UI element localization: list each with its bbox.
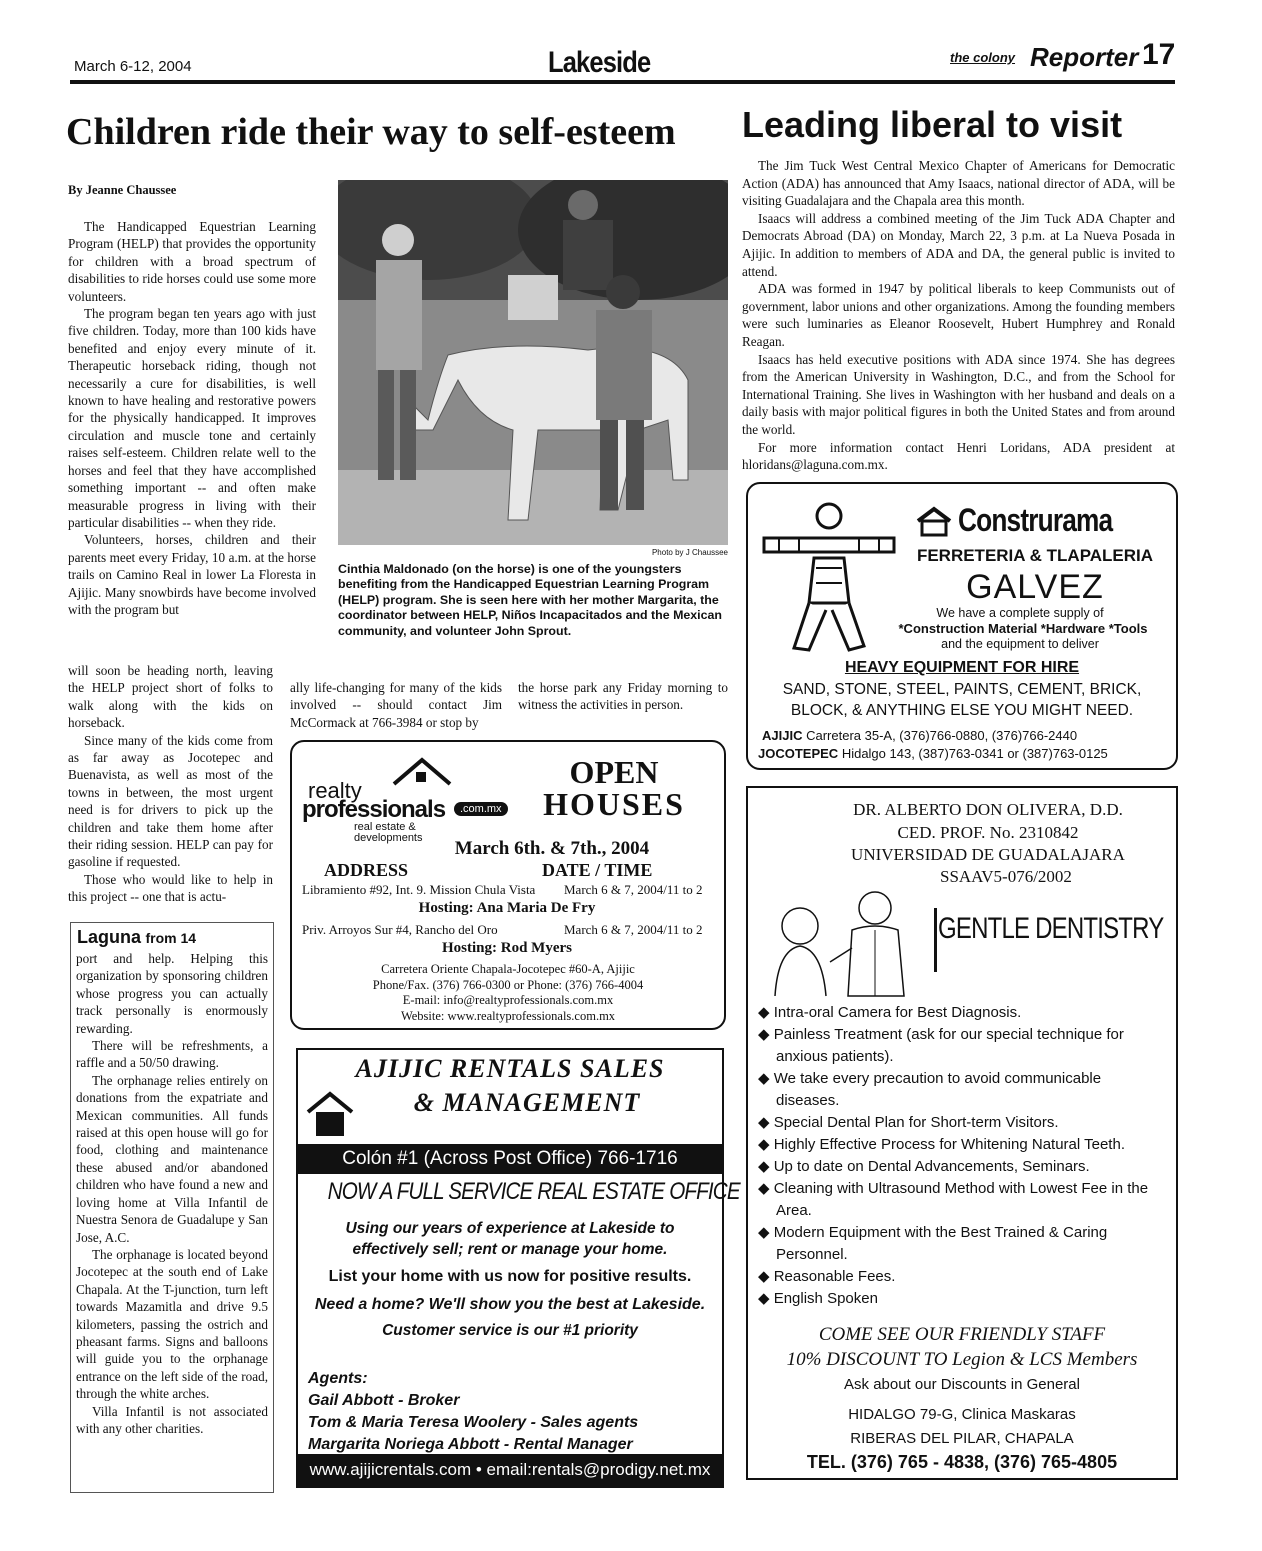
diamond-bullet-icon: ◆	[758, 1224, 774, 1241]
realty-logo-main: professionals	[302, 796, 446, 823]
diamond-bullet-icon: ◆	[758, 1114, 774, 1131]
paragraph: The Jim Tuck West Central Mexico Chapter of Americans for Democratic Action (ADA) has announced that Amy Isaacs, national director of ADA, will be visiting Guadalajara and the Chapala area this month.	[742, 158, 1175, 209]
rentals-title-1: AJIJIC RENTALS SALES	[355, 1054, 665, 1083]
diamond-bullet-icon: ◆	[758, 1070, 774, 1087]
paragraph: There will be refreshments, a raffle and a 50/50 drawing.	[76, 1038, 268, 1071]
agent: Gail Abbott - Broker	[308, 1392, 460, 1409]
listing-address: Priv. Arroyos Sur #4, Rancho del Oro	[302, 922, 498, 937]
heavy-equipment: HEAVY EQUIPMENT FOR HIRE	[844, 659, 1080, 676]
rentals-customer-service: Customer service is our #1 priority	[382, 1322, 638, 1339]
paragraph: Villa Infantil is not associated with any other charities.	[76, 1403, 268, 1436]
come-see-staff: COME SEE OUR FRIENDLY STAFF	[818, 1324, 1106, 1345]
house-logo-icon	[914, 505, 954, 537]
list-item: ◆ Modern Equipment with the Best Trained & Caring Personnel.	[758, 1224, 1108, 1263]
construrama-subtitle: FERRETERIA & TLAPALERIA	[916, 546, 1154, 565]
masthead	[70, 40, 1175, 86]
diamond-bullet-icon: ◆	[758, 1136, 774, 1153]
paragraph: Isaacs has held executive positions with ADA since 1974. She has degrees from the American University in Washington, D.C., and from the School for International Training. She lives in Washington with her husband and deals on a daily basis with major political figures in both the United States and from around the world.	[742, 351, 1175, 437]
open-houses-title	[514, 756, 714, 820]
ajijic-text: Carretera 35-A, (376)766-0880, (376)766-2440	[806, 728, 1078, 743]
diamond-bullet-icon: ◆	[758, 1158, 774, 1175]
article-column-1	[68, 218, 316, 618]
listing-host: Hosting: Ana Maria De Fry	[418, 900, 596, 916]
headline-liberal: Leading liberal to visit	[742, 104, 1123, 145]
construrama-logo	[914, 502, 1146, 539]
photo-caption: Cinthia Maldonado (on the horse) is one of the youngsters benefiting from the Handicapped Equestrian Learning Program (HELP) program. She is seen here with her mother Margarita, the coordinator between HELP, Niños Incapacitados and the Mexican community, and volunteer John Sprout.	[338, 562, 722, 638]
liberal-article-body	[742, 157, 1175, 474]
paper-name: Reporter	[1030, 42, 1139, 72]
realty-logo	[302, 752, 512, 842]
open-word: OPEN	[569, 754, 659, 790]
paragraph: The Handicapped Equestrian Learning Program (HELP) that provides the opportunity for children with a broad spectrum of disabilities to ride horses could use some more volunteers.	[68, 219, 316, 304]
laguna-from: from 14	[145, 930, 197, 946]
list-item: ◆ Special Dental Plan for Short-term Visitors.	[758, 1114, 1059, 1131]
listing-address: Libramiento #92, Int. 9. Mission Chula Vista	[302, 882, 536, 897]
jocotepec-address	[758, 746, 1172, 761]
house-roof-logo-icon	[392, 754, 452, 790]
paragraph: will soon be heading north, leaving the HELP project short of folks to walk along with the kids on horseback.	[68, 663, 273, 731]
article-photo	[338, 180, 728, 545]
laguna-title: Laguna	[77, 927, 142, 947]
diamond-bullet-icon: ◆	[758, 1290, 774, 1307]
agent: Margarita Noriega Abbott - Rental Manager	[308, 1436, 633, 1453]
dentist-ced: CED. PROF. No. 2310842	[897, 823, 1079, 842]
laguna-heading	[71, 923, 273, 950]
list-item: ◆ Highly Effective Process for Whitening Natural Teeth.	[758, 1136, 1125, 1153]
realty-logo-badge: .com.mx	[454, 802, 508, 816]
realty-phone: Phone/Fax. (376) 766-0300 or Phone: (376) 766-4004	[372, 977, 644, 992]
ask-discounts: Ask about our Discounts in General	[844, 1376, 1080, 1393]
list-item: ◆ English Spoken	[758, 1290, 878, 1307]
realty-address: Carretera Oriente Chapala-Jocotepec #60-A, Ajijic	[381, 962, 635, 976]
gentle-dentistry: GENTLE DENTISTRY	[938, 912, 1164, 945]
agents-label: Agents:	[308, 1370, 368, 1387]
materials-line1: SAND, STONE, STEEL, PAINTS, CEMENT, BRICK,	[782, 681, 1142, 698]
byline: By Jeanne Chaussee	[68, 183, 177, 197]
ajijic-address	[762, 728, 1172, 743]
list-item: ◆ Cleaning with Ultrasound Method with Lowest Fee in the Area.	[758, 1180, 1149, 1219]
construrama-name: GALVEZ	[966, 568, 1104, 606]
full-service-office: NOW A FULL SERVICE REAL ESTATE OFFICE	[327, 1178, 740, 1205]
dentist-and-patient-icon	[760, 886, 935, 998]
dentist-university: UNIVERSIDAD DE GUADALAJARA	[851, 845, 1125, 864]
paragraph: For more information contact Henri Loridans, ADA president at hloridans@laguna.com.mx.	[742, 439, 1175, 473]
address-column-header: ADDRESS	[324, 860, 409, 880]
diamond-bullet-icon: ◆	[758, 1026, 774, 1043]
laguna-body	[71, 950, 273, 1437]
materials-line2: BLOCK, & ANYTHING ELSE YOU MIGHT NEED.	[790, 702, 1134, 719]
listing-host: Hosting: Rod Myers	[442, 940, 572, 956]
list-item: ◆ We take every precaution to avoid communicable diseases.	[758, 1070, 1102, 1109]
paragraph: The orphanage is located beyond Jocotepec at the south end of Lake Chapala. At the T-junction, turn left towards Mazamitla and drive 9.5 kilometers, passing the ostrich and pheasant farms. Signs and balloons will guide you to the orphanage entrance on the left side of the road, through the white arches.	[76, 1246, 268, 1402]
paragraph: The program began ten years ago with just five children. Today, more than 100 kids have benefited and enjoy every minute of it. Therapeutic horseback riding, though not necessarily a cure for disabilities, is well known to have healing and restorative powers for the physically handicapped. It improves circulation and muscle tone and certainly raises self-esteem. Children relate well to the horses and feel that they have accomplished something important -- and often make measurable progress in living with their particular disabilities -- when they ride.	[68, 306, 316, 530]
dentist-telephone: TEL. (376) 765 - 4838, (376) 765-4805	[806, 1452, 1118, 1472]
paragraph: The orphanage relies entirely on donations from the expatriate and Mexican communities. All funds raised at this open house will go for food, clothing and maintenance these abused and/or abandoned children who have found a new and loving home at Villa Infantil de Nuestra Senora de Guadalupe y San Jose, A.C.	[76, 1072, 268, 1245]
list-item: ◆ Reasonable Fees.	[758, 1268, 896, 1285]
paragraph: Volunteers, horses, children and their parents meet every Friday, 10 a.m. at the horse trails on Camino Real in lower La Floresta in Ajijic. Many snowbirds have become involved with the program but	[68, 532, 316, 617]
dentist-services-list	[758, 1002, 1166, 1310]
rentals-website-footer: www.ajijicrentals.com • email:rentals@prodigy.net.mx	[298, 1454, 722, 1486]
open-house-dates: March 6th. & 7th., 2004	[454, 838, 650, 859]
paragraph: Those who would like to help in this project -- one that is actu-	[68, 871, 273, 905]
jocotepec-label: JOCOTEPEC	[758, 746, 839, 761]
paragraph: port and help. Helping this organization by sponsoring children whose progress you can actually track personally is enormously rewarding.	[76, 951, 268, 1036]
jocotepec-text: Hidalgo 143, (387)763-0341 or (387)763-0125	[841, 746, 1108, 761]
construrama-line3: and the equipment to deliver	[941, 637, 1099, 651]
listing-2	[302, 922, 712, 957]
dentist-name: DR. ALBERTO DON OLIVERA, D.D.	[853, 800, 1123, 819]
listing-datetime: March 6 & 7, 2004/11 to 2	[564, 882, 703, 897]
horse-riding-photo-illustration	[338, 180, 728, 545]
agent: Tom & Maria Teresa Woolery - Sales agents	[308, 1414, 639, 1431]
realty-professionals-ad	[290, 740, 726, 1030]
realty-logo-top: realty	[308, 778, 362, 803]
rentals-title-2: & MANAGEMENT	[413, 1088, 641, 1117]
realty-contact	[292, 962, 724, 1024]
laguna-continuation-box	[70, 922, 274, 1493]
diamond-bullet-icon: ◆	[758, 1268, 774, 1285]
paper-prefix: the colony	[950, 50, 1016, 65]
rentals-list-home: List your home with us now for positive results.	[328, 1268, 692, 1285]
article-column-3: the horse park any Friday morning to witness the activities in person.	[518, 680, 728, 713]
article-column-2: ally life-changing for many of the kids involved -- should contact Jim McCormack at 766-3984 or stop by	[290, 680, 502, 730]
rentals-experience: Using our years of experience at Lakeside to effectively sell; rent or manage your home.	[345, 1220, 675, 1258]
ajijic-label: AJIJIC	[762, 728, 803, 743]
rentals-agents	[308, 1368, 638, 1456]
headline-children: Children ride their way to self-esteem	[66, 111, 676, 153]
section-title: Lakeside	[548, 46, 651, 79]
listing-datetime: March 6 & 7, 2004/11 to 2	[564, 922, 703, 937]
construrama-line2: *Construction Material *Hardware *Tools	[898, 621, 1148, 636]
article-column-1-continued	[68, 662, 273, 906]
construrama-ad	[746, 482, 1178, 770]
datetime-column-header: DATE / TIME	[542, 860, 653, 880]
construrama-brand: Construrama	[958, 502, 1113, 538]
list-item: ◆ Up to date on Dental Advancements, Seminars.	[758, 1158, 1090, 1175]
list-item: ◆ Intra-oral Camera for Best Diagnosis.	[758, 1004, 1022, 1021]
construrama-line1: We have a complete supply of	[936, 606, 1104, 620]
realty-website: Website: www.realtyprofessionals.com.mx	[400, 1008, 616, 1023]
dentist-ad	[746, 786, 1178, 1480]
listing-1	[302, 882, 712, 917]
paragraph: ADA was formed in 1947 by political liberals to keep Communists out of government, labor unions and other organizations. Among the founding members were such luminaries as Eleanor Roosevelt, Hubert Humphrey and Ronald Reagan.	[742, 281, 1175, 349]
masthead-rule	[70, 80, 1175, 84]
ajijic-rentals-ad	[296, 1048, 740, 1488]
realty-logo-sub: real estate & developments	[354, 821, 423, 844]
list-item: ◆ Painless Treatment (ask for our special technique for anxious patients).	[758, 1026, 1124, 1065]
page-number: 17	[1142, 38, 1176, 71]
dentist-ssa: SSAAV5-076/2002	[940, 867, 1072, 886]
houses-word: HOUSES	[543, 786, 685, 822]
diamond-bullet-icon: ◆	[758, 1004, 774, 1021]
rentals-need-home: Need a home? We'll show you the best at Lakeside.	[314, 1296, 706, 1313]
paragraph: Isaacs will address a combined meeting of the Jim Tuck ADA Chapter and Democrats Abroad (DA) on Monday, March 22, 3 p.m. at La Nueva Posada in Ajijic. In addition to members of ADA and DA, the general public is invited to attend.	[742, 210, 1175, 279]
issue-date: March 6-12, 2004	[74, 58, 192, 75]
tagline-bar	[934, 908, 937, 972]
rentals-address-bar: Colón #1 (Across Post Office) 766-1716	[298, 1144, 722, 1174]
discount-text: 10% DISCOUNT TO Legion & LCS Members	[786, 1349, 1138, 1370]
diamond-bullet-icon: ◆	[758, 1180, 774, 1197]
photo-credit: Photo by J Chaussee	[651, 548, 728, 557]
realty-email: E-mail: info@realtyprofessionals.com.mx	[402, 993, 614, 1007]
paragraph: Since many of the kids come from as far away as Jocotepec and Buenavista, as well as most of the towns in between, the most urgent need is for drivers to pick up the children and take them home after their riding session. HELP can pay for gasoline if requested.	[68, 732, 273, 870]
dentist-address-1: HIDALGO 79-G, Clinica Maskaras	[848, 1406, 1076, 1423]
dentist-address-2: RIBERAS DEL PILAR, CHAPALA	[850, 1430, 1074, 1447]
